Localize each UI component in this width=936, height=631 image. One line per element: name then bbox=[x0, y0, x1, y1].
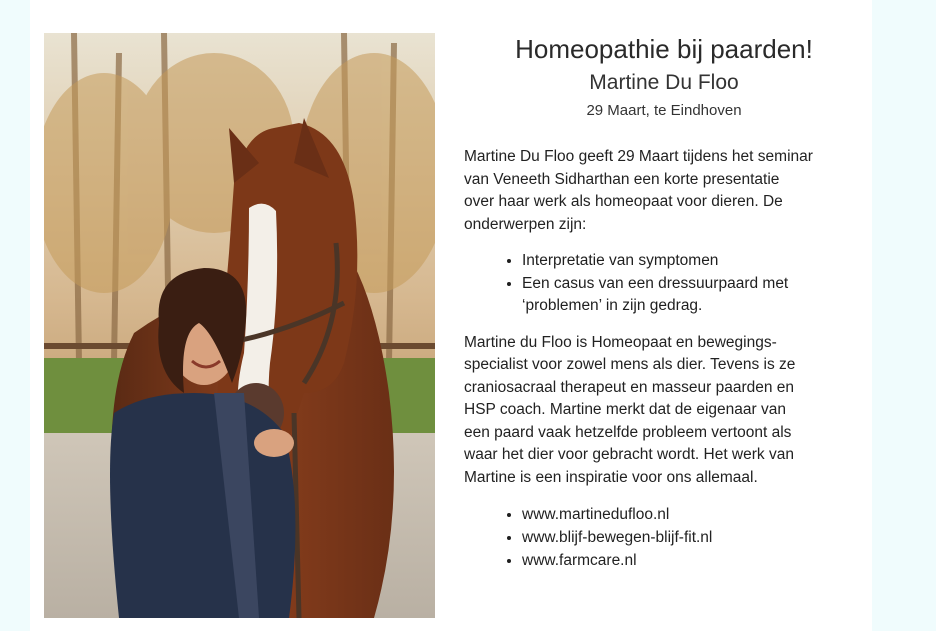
links-list bbox=[464, 503, 864, 572]
bio-paragraph: Martine du Floo is Homeopaat en bewegings- specialist voor zowel mens als dier. Tevens is ze craniosacraal therapeut en masseur paarden en HSP coach. Martine merkt dat de eigenaar van een paard vaak hetzelfde probleem vertoont als waar het dier voor gebracht wordt. Het werk van Martine is een inspiratie voor ons allemaal. bbox=[464, 333, 796, 486]
list-item: • Interpretatie van symptomen bbox=[522, 250, 864, 273]
list-item: • Een casus van een dressuurpaard met ‘problemen’ in zijn gedrag. bbox=[522, 273, 864, 318]
woman-with-horse-photo bbox=[44, 33, 435, 618]
list-item bbox=[522, 503, 864, 526]
link-farmcare[interactable]: www.farmcare.nl bbox=[522, 552, 637, 569]
content-card bbox=[30, 0, 872, 631]
article-title: Homeopathie bij paarden! bbox=[515, 34, 813, 64]
intro-paragraph: Martine Du Floo geeft 29 Maart tijdens het seminar van Veneeth Sidharthan een korte presentatie over haar werk als homeopaat voor dieren. De onderwerpen zijn: bbox=[464, 148, 813, 233]
link-martinedufloo[interactable]: www.martinedufloo.nl bbox=[522, 506, 670, 523]
list-item bbox=[522, 526, 864, 549]
link-blijf-bewegen[interactable]: www.blijf-bewegen-blijf-fit.nl bbox=[522, 529, 713, 546]
speaker-name: Martine Du Floo bbox=[589, 71, 739, 94]
article-text bbox=[464, 30, 864, 572]
event-date-location: 29 Maart, te Eindhoven bbox=[586, 102, 742, 119]
list-item bbox=[522, 549, 864, 572]
topics-list bbox=[464, 250, 864, 318]
